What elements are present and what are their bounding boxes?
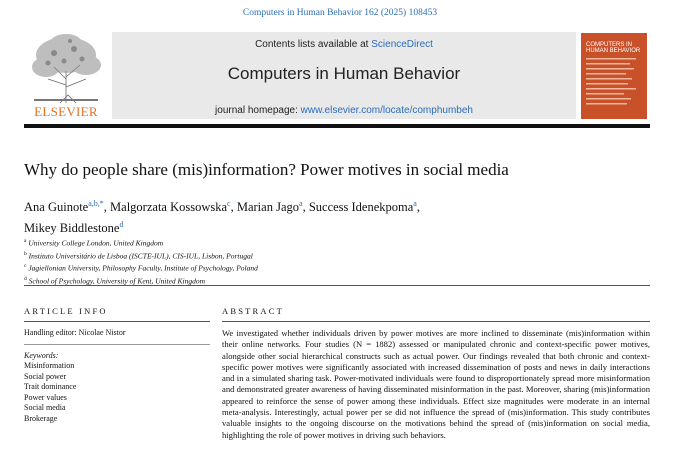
keyword-item[interactable]: Brokerage — [24, 413, 58, 423]
affiliation-text: Instituto Universitário de Lisboa (ISCTE-IUL), CIS-IUL, Lisbon, Portugal — [28, 251, 253, 260]
affiliation-text: School of Psychology, University of Kent, United Kingdom — [28, 276, 206, 285]
elsevier-wordmark[interactable]: ELSEVIER — [34, 104, 98, 119]
keyword-item[interactable]: Trait dominance — [24, 382, 77, 391]
author-affil-mark[interactable]: a — [299, 199, 303, 208]
cover-text-lines — [586, 58, 640, 119]
journal-homepage — [112, 105, 576, 116]
contents-prefix: Contents lists available at — [255, 39, 372, 50]
homepage-link[interactable]: www.elsevier.com/locate/comphumbeh — [300, 105, 473, 116]
author-name[interactable]: Malgorzata Kossowska — [110, 200, 228, 215]
article-title: Why do people share (mis)information? Power motives in social media — [24, 160, 509, 179]
handling-editor: Handling editor: Nicolae Nistor — [24, 328, 126, 337]
author-affil-mark[interactable]: a — [413, 199, 417, 208]
author-list — [24, 195, 644, 237]
abstract-rule — [222, 321, 650, 322]
author-affil-mark[interactable]: c — [227, 199, 231, 208]
handling-rule — [24, 344, 210, 345]
author-separator: , — [416, 200, 420, 215]
affiliation-item — [24, 236, 258, 249]
author-name[interactable]: Success Idenekpoma — [308, 200, 414, 215]
article-info-heading: ARTICLE INFO — [24, 306, 108, 316]
abstract-heading: ABSTRACT — [222, 306, 284, 316]
contents-availability — [112, 39, 576, 50]
affiliation-mark: a — [24, 238, 27, 244]
author-name[interactable]: Ana Guinote — [24, 200, 89, 215]
author-name[interactable]: Mikey Biddlestone — [24, 221, 120, 236]
affiliation-text: University College London, United Kingdom — [28, 238, 164, 248]
section-divider — [24, 285, 650, 286]
author-name[interactable]: Marian Jago — [236, 200, 299, 215]
affiliation-mark: b — [24, 250, 27, 257]
keyword-item[interactable]: Social power — [24, 371, 66, 381]
keyword-item[interactable]: Power values — [24, 392, 67, 402]
author-affil-mark[interactable]: a,b,* — [88, 199, 104, 208]
author-separator: , — [230, 200, 237, 215]
affiliation-mark: c — [24, 263, 27, 269]
author-separator: , — [302, 200, 309, 215]
affiliation-list — [24, 236, 258, 286]
journal-citation[interactable]: Computers in Human Behavior 162 (2025) 108453 — [242, 8, 438, 18]
affiliation-mark: d — [24, 275, 27, 282]
cover-title: COMPUTERS IN HUMAN BEHAVIOR — [586, 42, 641, 54]
keywords-label: Keywords: — [24, 351, 59, 360]
keyword-list — [24, 361, 76, 424]
keyword-item[interactable]: Social media — [24, 403, 66, 412]
header-rule — [24, 124, 650, 128]
author-affil-mark[interactable]: d — [119, 220, 124, 230]
article-info-rule — [24, 321, 210, 322]
affiliation-item — [24, 261, 258, 274]
homepage-prefix: journal homepage: — [215, 105, 301, 116]
author-separator: , — [103, 200, 111, 215]
affiliation-text: Jagiellonian University, Philosophy Faculty, Institute of Psychology, Poland — [28, 263, 258, 273]
keyword-item[interactable]: Misinformation — [24, 361, 75, 370]
journal-title: Computers in Human Behavior — [227, 64, 461, 83]
affiliation-item — [24, 249, 258, 262]
abstract-text: We investigated whether individuals driven by power motives are more inclined to disseminate (mis)information within their online networks. Four studies (N = 1882) assessed or manipulated chronic and context-specific power motives, alongside other social hierarchical constructs such as actual power. Our findings revealed that both chronic and context-specific power motives were significantly associated with increased dissemination of posts and news in daily interactions and in a simulated sharing task. Power-motivated individuals were found to disproportionately spread more misinformation and demonstrated greater awareness of having disseminated misinformation in the past. Moreover, sharing (mis)information appeared to reinforce the sense of power among these individuals. Effect size magnitudes were moderate in an internal meta-analysis. Interestingly, actual power per se did not influence the spread of (mis)information. This study contributes valuable insights to the ongoing discourse on the motivations behind the spread of (mis)information on social media, highlighting the role of power motives in driving such behaviors. — [222, 328, 650, 440]
sciencedirect-link[interactable]: ScienceDirect — [371, 39, 433, 50]
